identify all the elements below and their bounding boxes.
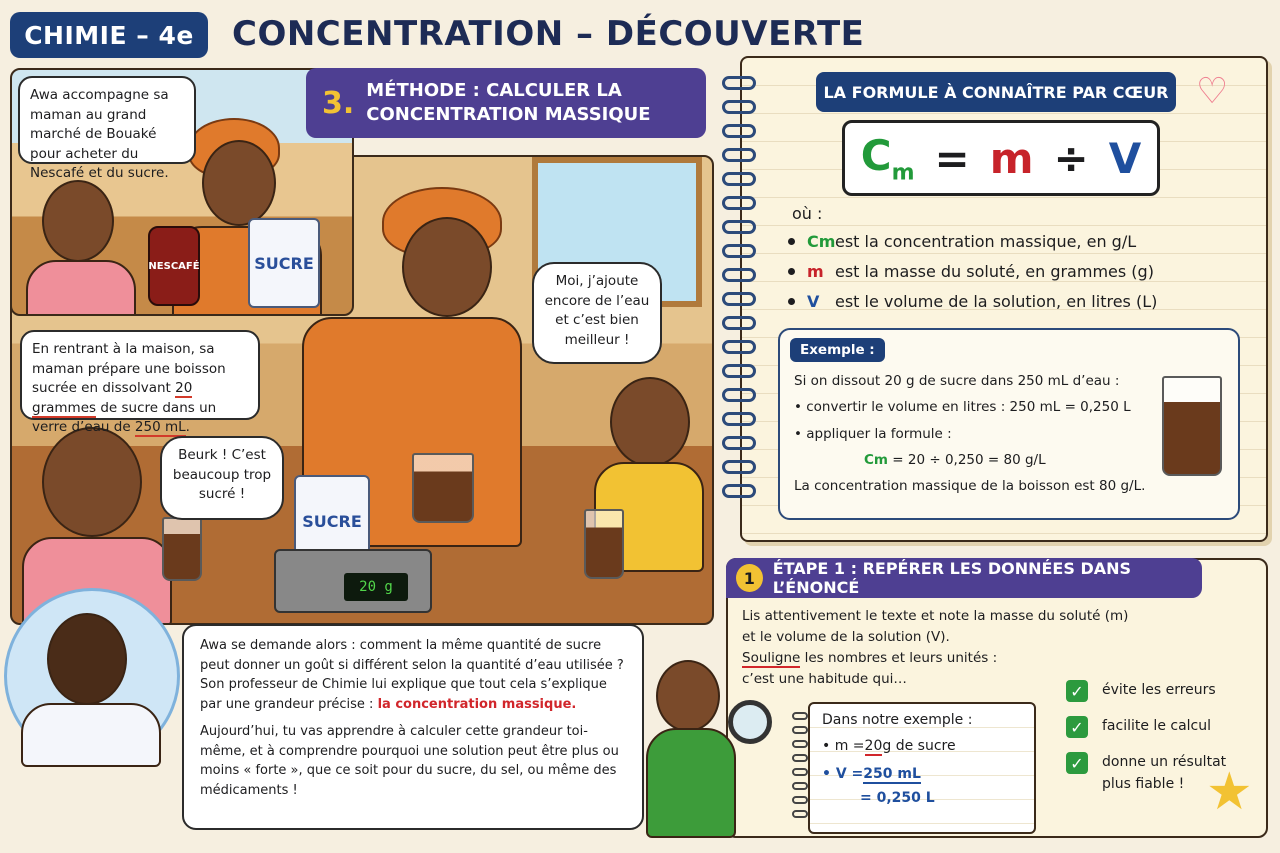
story-paragraph-2: Aujourd’hui, tu vas apprendre à calculer cette grandeur toi-même, et à comprendre pourquoi une solution peut être plus ou moins « forte », que ce soit pour du sucre, du sel, ou même des médicaments ! (200, 724, 619, 798)
glass-illustration (584, 509, 624, 579)
definition-text: est la masse du soluté, en grammes (g) (835, 261, 1154, 281)
star-icon: ★ (1206, 762, 1253, 822)
definition-item (788, 256, 1238, 286)
notepad-volume-line: • V = 250 mL (822, 766, 921, 782)
story-box (182, 624, 644, 830)
kitchen-scale (274, 549, 432, 613)
spiral-ring (722, 460, 756, 474)
scale-display: 20 g (344, 573, 408, 601)
girl-body-illustration (26, 260, 136, 316)
story-text-1: Awa se demande alors : comment la même quantité de sucre peut donner un goût si différent selon la quantité d’eau utilisée ? Son professeur de Chimie lui explique que tout cela s’explique par une grandeur précise : (200, 638, 624, 712)
notepad-volume-conversion: = 0,250 L (860, 790, 935, 806)
magnifier-icon (728, 700, 772, 744)
notepad-title: Dans notre exemple : (822, 712, 973, 728)
example-line-1: Si on dissout 20 g de sucre dans 250 mL d’eau : (794, 373, 1120, 389)
teacher-head-illustration (47, 613, 127, 705)
definition-text: est le volume de la solution, en litres (L) (835, 291, 1158, 311)
step-intro-line-2: et le volume de la solution (V). (742, 628, 950, 645)
checklist-item: ✓ facilite le calcul (1066, 716, 1256, 738)
spiral-ring (722, 124, 756, 138)
step-title: ÉTAPE 1 : REPÉRER LES DONNÉES DANS L’ÉNONCÉ (772, 559, 1132, 597)
checklist-item: ✓ évite les erreurs (1066, 680, 1256, 702)
definition-item (788, 286, 1238, 316)
spiral-ring (722, 172, 756, 186)
sugar-bag: SUCRE (248, 218, 320, 308)
glass-illustration (412, 453, 474, 523)
spiral-ring (722, 292, 756, 306)
subject-badge: CHIMIE – 4e (10, 12, 208, 58)
boy-body-illustration (646, 728, 736, 838)
step-intro-line-4: c’est une habitude qui… (742, 670, 907, 687)
home-text-1: En rentrant à la maison, sa maman prépare une boisson sucrée en dissolvant (32, 341, 226, 397)
definition-symbol: m (807, 261, 824, 281)
spiral-ring (722, 148, 756, 162)
check-icon: ✓ (1066, 716, 1088, 738)
nescafe-jar: NESCAFÉ (148, 226, 200, 306)
method-number: 3. (322, 85, 355, 121)
step-number: 1 (736, 564, 763, 592)
notebook-spiral (722, 76, 762, 526)
home-text-3: . (185, 419, 190, 436)
spiral-ring (722, 316, 756, 330)
home-mass: 20 grammes (32, 380, 193, 416)
example-conclusion: La concentration massique de la boisson est 80 g/L. (794, 478, 1146, 495)
spiral-ring (722, 100, 756, 114)
story-highlight: la concentration massique. (377, 696, 577, 712)
formula-cm: $C_m$ (860, 130, 915, 186)
example-tag: Exemple : (790, 338, 885, 362)
page-title: CONCENTRATION – DÉCOUVERTE (232, 14, 865, 54)
heart-icon: ♡ (1196, 71, 1229, 112)
check-icon: ✓ (1066, 680, 1088, 702)
check-icon: ✓ (1066, 752, 1088, 774)
girl-head-illustration (42, 427, 142, 537)
formula-v: V (1108, 133, 1142, 183)
water-speech-bubble: Moi, j’ajoute encore de l’eau et c’est bien meilleur ! (532, 262, 662, 364)
mini-notebook-spiral (792, 712, 810, 830)
market-speech-bubble: Awa accompagne sa maman au grand marché de Bouaké pour acheter du Nescafé et du sucre. (18, 76, 196, 164)
girl-head-illustration (42, 180, 114, 262)
home-volume: 250 mL (134, 419, 186, 436)
method-title: MÉTHODE : CALCULER LA CONCENTRATION MASSIQUE (366, 79, 651, 125)
definition-text: est la concentration massique, en g/L (835, 231, 1137, 251)
mother-head-illustration (402, 217, 492, 317)
spiral-ring (722, 244, 756, 258)
method-banner (306, 68, 706, 138)
example-line-3: • appliquer la formule : (794, 425, 952, 442)
definition-symbol: Cm (807, 231, 836, 251)
definition-symbol: V (807, 291, 820, 311)
definition-item (788, 226, 1238, 256)
mother-head-illustration (202, 140, 276, 226)
small-girl-head-illustration (610, 377, 690, 467)
notepad-mass-line: • m = 20 g de sucre (822, 738, 956, 754)
spiral-ring (722, 196, 756, 210)
checklist-item: ✓ donne un résultat plus fiable ! (1066, 752, 1256, 795)
step-1-banner (726, 558, 1202, 598)
spiral-ring (722, 412, 756, 426)
formula-box (842, 120, 1160, 196)
beurk-speech-bubble: Beurk ! C’est beaucoup trop sucré ! (160, 436, 284, 520)
step-intro-line-3: Souligne les nombres et leurs unités : (742, 649, 998, 666)
spiral-ring (722, 484, 756, 498)
glass-illustration (162, 517, 202, 581)
sugar-bag: SUCRE (294, 475, 370, 567)
home-text-2: de sucre dans un verre d’eau de (32, 399, 217, 436)
spiral-ring (722, 268, 756, 282)
spiral-ring (722, 364, 756, 378)
teacher-coat-illustration (21, 703, 161, 767)
boy-head-illustration (656, 660, 720, 732)
example-line-2: • convertir le volume en litres : 250 mL = 0,250 L (794, 399, 1131, 416)
spiral-ring (722, 436, 756, 450)
where-label: où : (792, 204, 823, 223)
step-intro (742, 606, 1242, 690)
spiral-ring (722, 220, 756, 234)
example-glass-illustration (1162, 376, 1222, 476)
spiral-ring (722, 388, 756, 402)
step-intro-line-1: Lis attentivement le texte et note la masse du soluté (m) (742, 608, 1129, 624)
example-notepad (808, 702, 1036, 834)
teacher-illustration (4, 588, 180, 764)
formula-m: m (989, 133, 1034, 183)
home-speech-bubble (20, 330, 260, 436)
spiral-ring (722, 340, 756, 354)
story-paragraph-1 (200, 636, 626, 714)
example-calculation: Cm = 20 ÷ 0,250 = 80 g/L (864, 451, 1046, 468)
formula-divide: ÷ (1053, 133, 1089, 183)
formula-label: LA FORMULE À CONNAÎTRE PAR CŒUR (816, 72, 1176, 112)
spiral-ring (722, 76, 756, 90)
definition-list (788, 226, 1238, 316)
formula-equals: = (934, 133, 970, 183)
